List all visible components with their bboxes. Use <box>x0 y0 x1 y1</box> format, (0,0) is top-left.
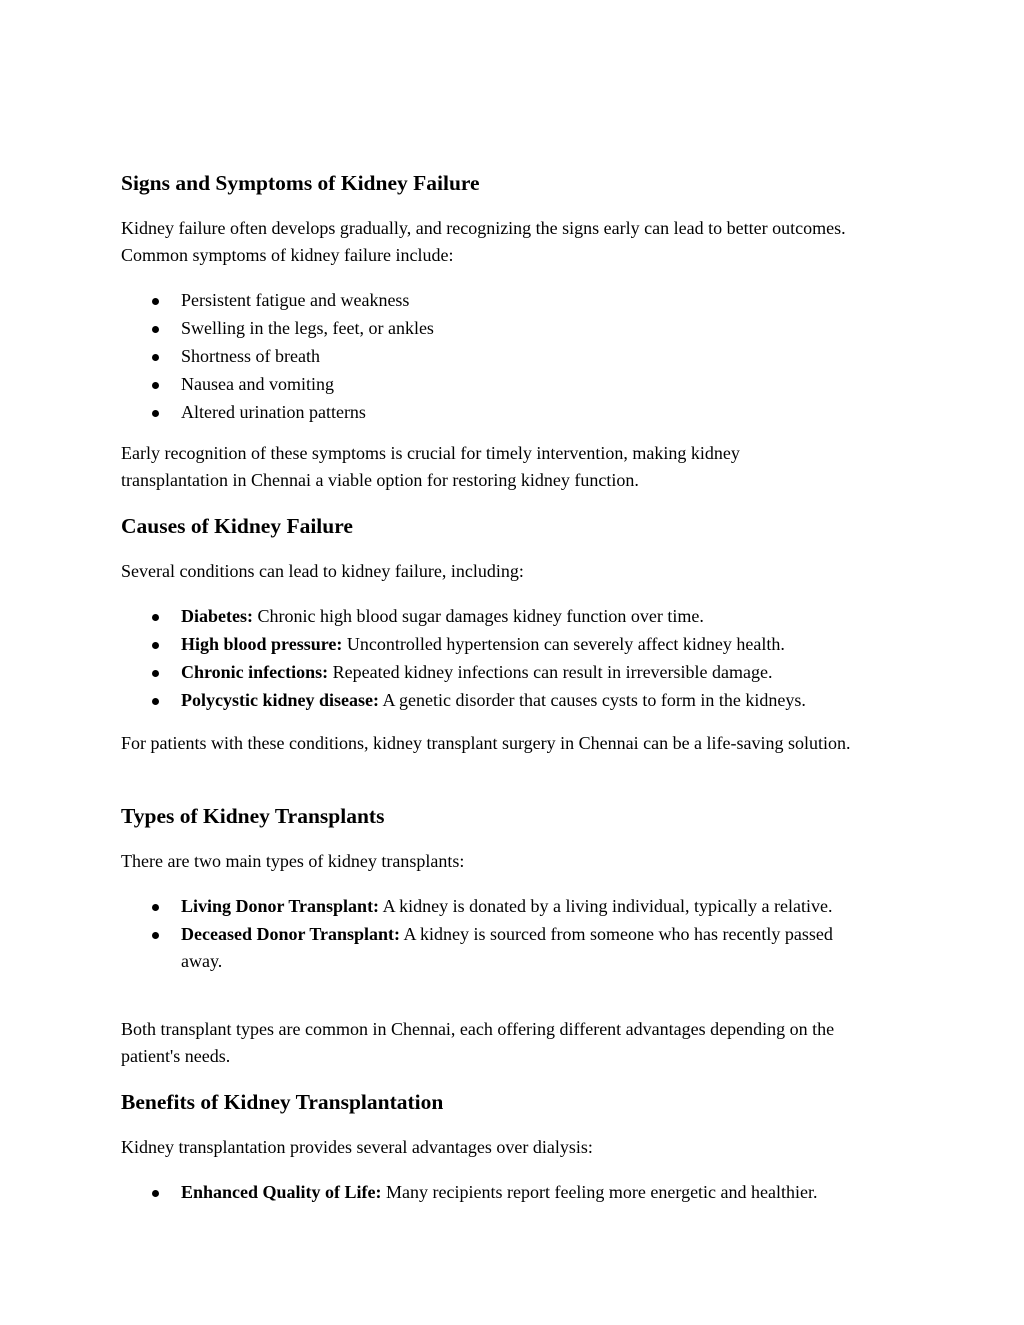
bullet-icon <box>152 904 159 911</box>
bullet-icon <box>152 698 159 705</box>
section-types <box>121 803 901 975</box>
list-item-text: A kidney is donated by a living individual, typically a relative. <box>379 896 833 916</box>
list-item-term: Enhanced Quality of Life: <box>181 1182 382 1202</box>
list-causes <box>121 603 901 715</box>
list-item-text: Nausea and vomiting <box>181 374 334 394</box>
section-causes <box>121 513 901 715</box>
list-item-term: Living Donor Transplant: <box>181 896 380 916</box>
list-item-text: Swelling in the legs, feet, or ankles <box>181 318 434 338</box>
list-item <box>121 315 901 343</box>
bullet-icon <box>152 382 159 389</box>
paragraph-causes-intro: Several conditions can lead to kidney failure, including: <box>121 561 524 581</box>
list-item <box>121 893 861 921</box>
bullet-icon <box>152 326 159 333</box>
list-item <box>121 343 901 371</box>
list-item <box>121 399 901 427</box>
list-item-term: High blood pressure: <box>181 634 343 654</box>
list-item-term: Diabetes: <box>181 606 253 626</box>
list-item-text: Persistent fatigue and weakness <box>181 290 410 310</box>
list-item-term: Chronic infections: <box>181 662 329 682</box>
list-item-text: Many recipients report feeling more energetic and healthier. <box>381 1182 818 1202</box>
list-benefits <box>121 1179 901 1207</box>
list-item <box>121 687 901 715</box>
bullet-icon <box>152 932 159 939</box>
heading-signs: Signs and Symptoms of Kidney Failure <box>121 171 480 195</box>
list-item <box>121 287 901 315</box>
list-item <box>121 1179 901 1207</box>
list-item-text: Uncontrolled hypertension can severely affect kidney health. <box>342 634 785 654</box>
paragraph-types-outro: Both transplant types are common in Chennai, each offering different advantages depending on the patient's needs. <box>121 1019 835 1066</box>
list-item <box>121 371 901 399</box>
paragraph-causes-outro: For patients with these conditions, kidney transplant surgery in Chennai can be a life-saving solution. <box>121 733 851 753</box>
paragraph-benefits-intro: Kidney transplantation provides several advantages over dialysis: <box>121 1137 593 1157</box>
list-item-text: Shortness of breath <box>181 346 320 366</box>
list-item-text: A kidney is sourced from someone who has recently passed away. <box>181 924 833 971</box>
section-signs <box>121 170 901 427</box>
list-item-term: Polycystic kidney disease: <box>181 690 379 710</box>
section-benefits <box>121 1089 901 1207</box>
bullet-icon <box>152 614 159 621</box>
bullet-icon <box>152 670 159 677</box>
paragraph-signs-outro: Early recognition of these symptoms is crucial for timely intervention, making kidney transplantation in Chennai a viable option for restoring kidney function. <box>121 443 740 490</box>
list-item-text: Repeated kidney infections can result in irreversible damage. <box>328 662 773 682</box>
list-item <box>121 921 861 975</box>
list-item <box>121 603 901 631</box>
heading-causes: Causes of Kidney Failure <box>121 514 353 538</box>
list-item <box>121 631 901 659</box>
list-types <box>121 893 861 975</box>
list-item-text: Chronic high blood sugar damages kidney function over time. <box>252 606 704 626</box>
list-item <box>121 659 901 687</box>
list-item-text: A genetic disorder that causes cysts to form in the kidneys. <box>379 690 806 710</box>
bullet-icon <box>152 1190 159 1197</box>
paragraph-types-intro: There are two main types of kidney transplants: <box>121 851 465 871</box>
bullet-icon <box>152 410 159 417</box>
section-types-outro <box>121 1016 901 1070</box>
section-signs-outro <box>121 440 901 494</box>
bullet-icon <box>152 642 159 649</box>
heading-benefits: Benefits of Kidney Transplantation <box>121 1090 444 1114</box>
section-causes-outro <box>121 730 901 757</box>
list-signs <box>121 287 901 427</box>
list-item-text: Altered urination patterns <box>181 402 366 422</box>
heading-types: Types of Kidney Transplants <box>121 804 385 828</box>
bullet-icon <box>152 298 159 305</box>
bullet-icon <box>152 354 159 361</box>
paragraph-signs-intro: Kidney failure often develops gradually, and recognizing the signs early can lead to better outcomes. Common symptoms of kidney failure include: <box>121 218 846 265</box>
list-item-term: Deceased Donor Transplant: <box>181 924 401 944</box>
